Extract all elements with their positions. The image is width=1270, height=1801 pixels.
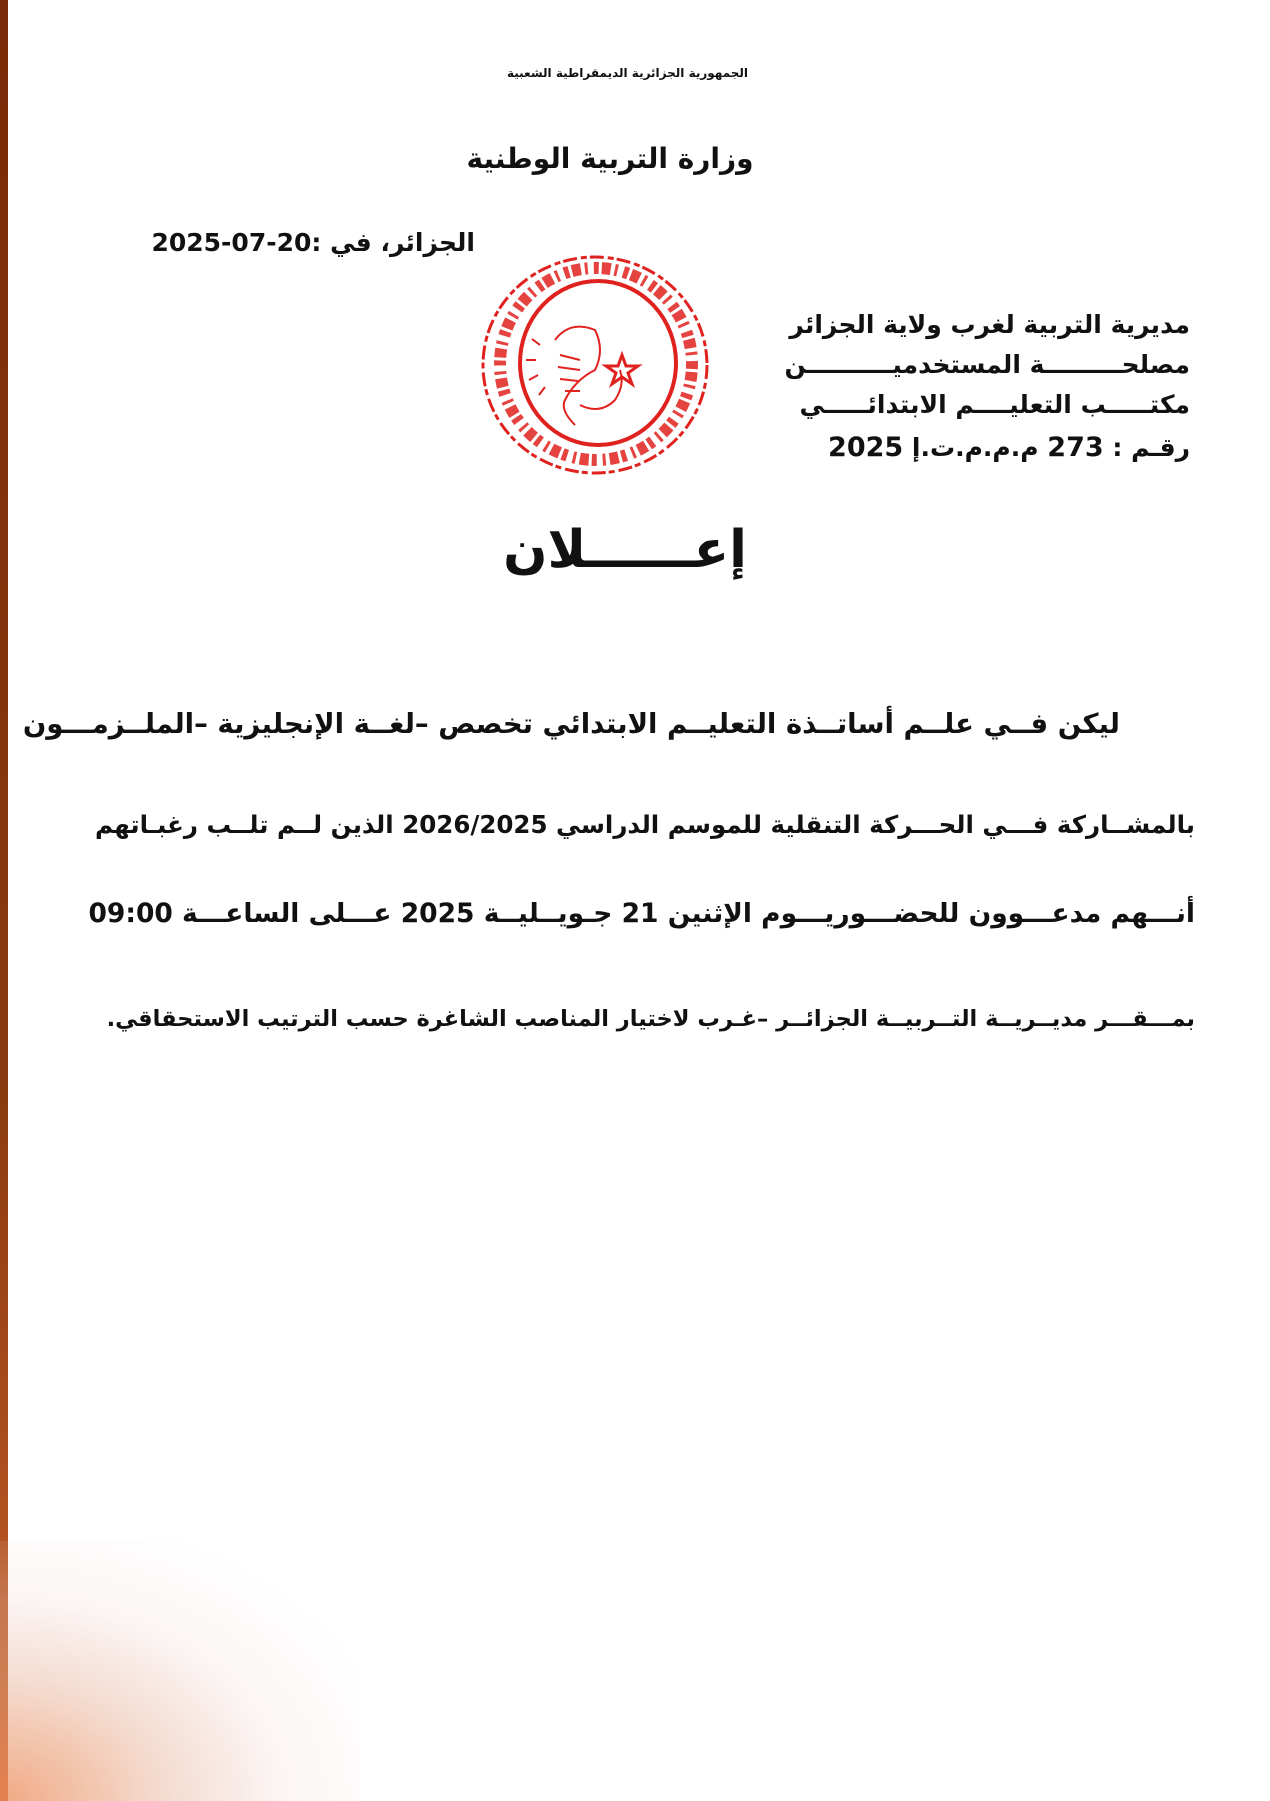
service-name: مصلحـــــــــة المستخدميــــــــــن xyxy=(784,350,1190,379)
reference-label: رقـم : xyxy=(1112,433,1190,462)
announcement-line-4: بمـــقـــر مديــريــة التــربيــة الجزائــر –غـرب لاختيار المناصب الشاغرة حسب الترتيب الاستحقاقي. xyxy=(106,1006,1195,1032)
stamp-emblem xyxy=(526,327,671,425)
stamp-text-band xyxy=(500,268,692,460)
stamp-rings xyxy=(483,257,707,473)
ministry-heading: وزارة التربية الوطنية xyxy=(466,142,754,175)
date-value: 2025-07-20 xyxy=(151,228,312,257)
announcement-title: إعــــــلان xyxy=(503,520,747,580)
announcement-line-2: بالمشــاركة فـــي الحـــركة التنقلية للموسم الدراسي 2026/2025 الذين لــم تلــب رغبـاتهم xyxy=(95,810,1195,839)
official-stamp-seal xyxy=(470,245,720,485)
announcement-line-3: أنـــهم مدعـــوون للحضـــوريـــوم الإثنين 21 جـويــليــة 2025 عـــلى الساعـــة 09:00 xyxy=(88,898,1195,929)
reference-number-value: 273 xyxy=(1047,432,1104,463)
stamp-outer-ring xyxy=(483,257,707,473)
office-name: مكتـــــب التعليــــم الابتدائـــــي xyxy=(799,390,1190,419)
stamp-hand-figure xyxy=(526,327,622,425)
place-date xyxy=(151,228,475,257)
republic-heading: الجمهورية الجزائرية الديمقراطية الشعبية xyxy=(506,66,749,80)
place-date-label: الجزائر، في : xyxy=(311,228,475,257)
directorate-name: مديرية التربية لغرب ولاية الجزائر xyxy=(789,310,1190,339)
announcement-line-1: ليكن فــي علــم أساتــذة التعليــم الابتدائي تخصص –لغــة الإنجليزية –الملــزمـــون xyxy=(22,708,1120,740)
reference-code: م.م.م.ت.إ xyxy=(911,433,1039,462)
reference-number xyxy=(828,432,1190,463)
reference-year: 2025 xyxy=(828,432,904,463)
